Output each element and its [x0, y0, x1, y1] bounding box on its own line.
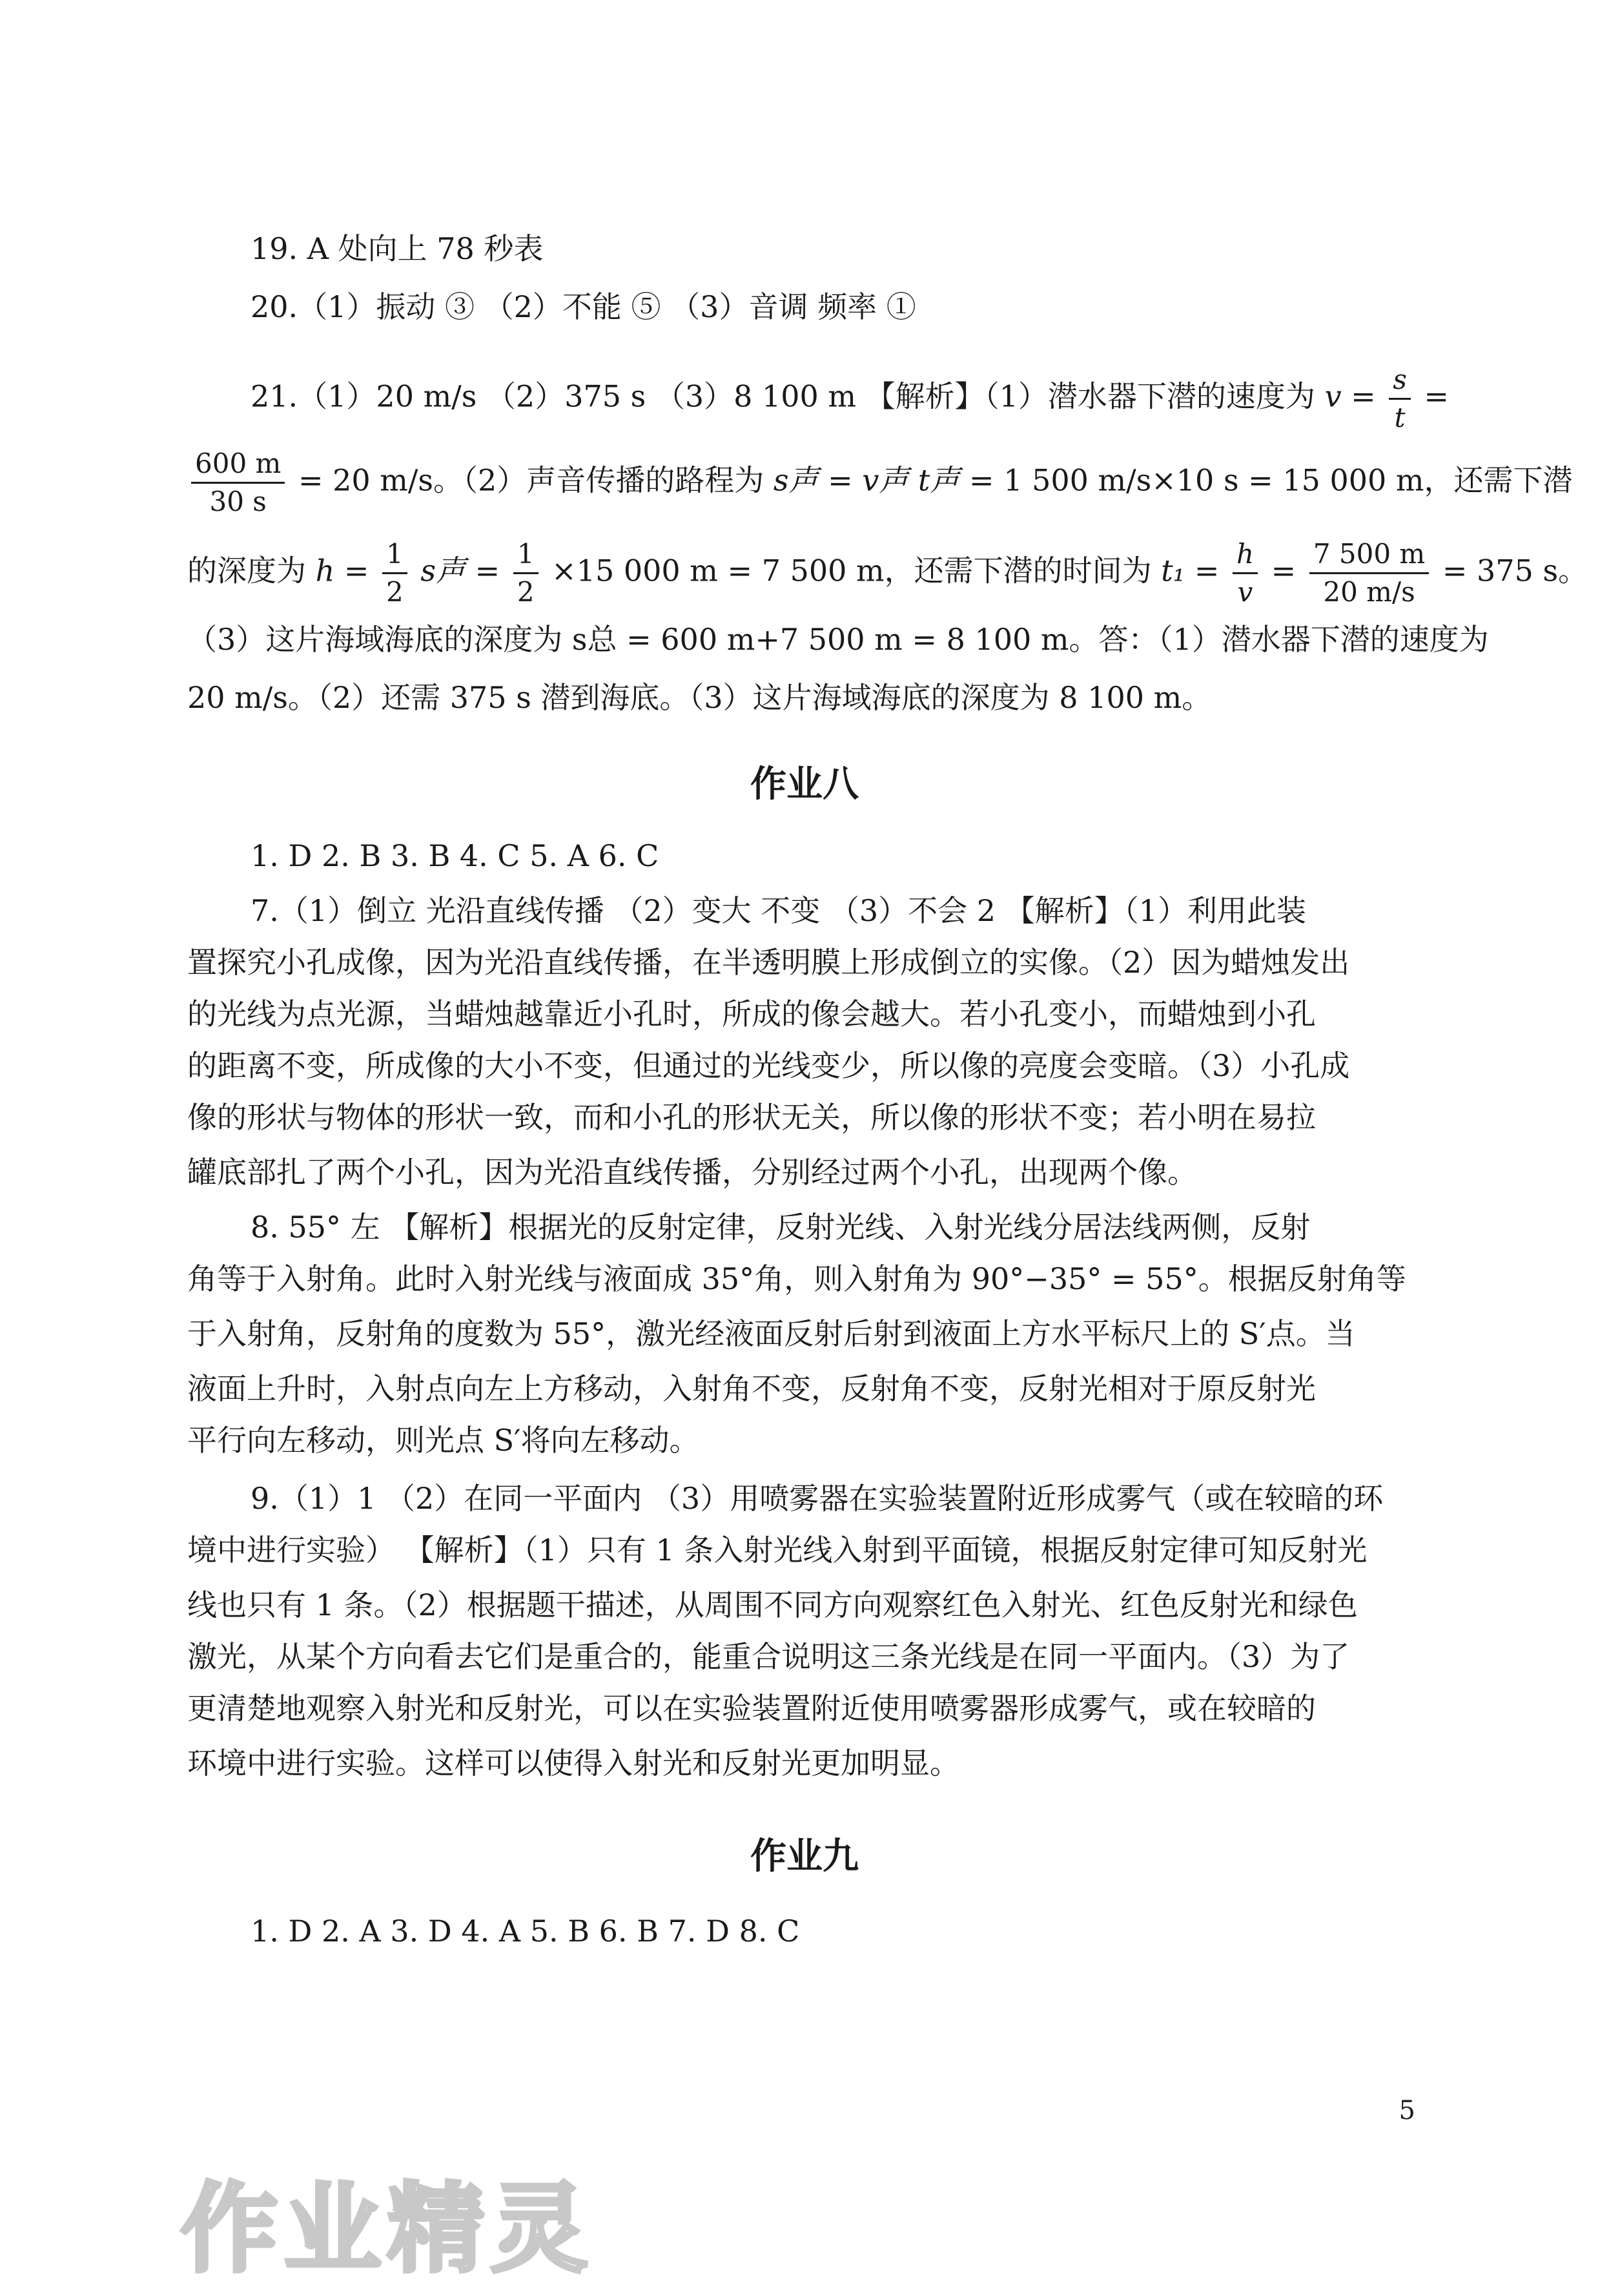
fraction-600-over-30: $\frac{600 m}{30 s}$: [191, 446, 285, 520]
fraction-half-b: $\frac{1}{2}$: [513, 536, 538, 610]
fraction-h-over-v: $\frac{h}{v}$: [1233, 536, 1258, 610]
answer-8-8-line-2: 角等于入射角。此时入射光线与液面成 35°角，则入射角为 90°−35° = 55°。根据反射角等: [187, 1261, 1406, 1296]
answer-8-7-line-1: 7.（1）倒立 光沿直线传播 （2）变大 不变 （3）不会 2 【解析】（1）利用此装: [251, 893, 1306, 928]
section-heading-9: 作业九: [750, 1836, 859, 1877]
answer-8-7-line-3: 的光线为点光源，当蜡烛越靠近小孔时，所成的像会越大。若小孔变小，而蜡烛到小孔: [187, 997, 1316, 1031]
answer-8-7-line-4: 的距离不变，所成像的大小不变，但通过的光线变少，所以像的亮度会变暗。（3）小孔成: [187, 1048, 1350, 1083]
answer-8-8-line-5: 平行向左移动，则光点 S′将向左移动。: [187, 1423, 699, 1458]
fraction-7500-over-20: $\frac{7 500 m}{20 m/s}$: [1309, 536, 1429, 610]
section-heading-8: 作业八: [750, 763, 859, 805]
fraction-s-over-t: $\frac{s}{t}$: [1389, 362, 1411, 436]
answers-9-mc: 1. D 2. A 3. D 4. A 5. B 6. B 7. D 8. C: [251, 1914, 800, 1949]
answer-21-line-2: $\frac{600 m}{30 s}$ = 20 m/s。（2）声音传播的路程为 s声 = v声 t声 = 1 500 m/s×10 s = 15 000 m，还需下潜: [187, 446, 1573, 520]
answers-8-mc: 1. D 2. B 3. B 4. C 5. A 6. C: [251, 838, 659, 873]
answer-8-7-line-6: 罐底部扎了两个小孔，因为光沿直线传播，分别经过两个小孔，出现两个像。: [187, 1155, 1197, 1190]
answer-8-8-line-3: 于入射角，反射角的度数为 55°，激光经液面反射后射到液面上方水平标尺上的 S′点。当: [187, 1316, 1355, 1351]
answer-20: 20.（1）振动 ③ （2）不能 ⑤ （3）音调 频率 ①: [251, 289, 916, 324]
answer-8-8-line-4: 液面上升时，入射点向左上方移动，入射角不变，反射角不变，反射光相对于原反射光: [187, 1371, 1316, 1406]
answer-8-9-line-4: 激光，从某个方向看去它们是重合的，能重合说明这三条光线是在同一平面内。（3）为了: [187, 1639, 1350, 1674]
answer-19: 19. A 处向上 78 秒表: [251, 231, 544, 266]
answer-21-line-4: （3）这片海域海底的深度为 s总 = 600 m+7 500 m = 8 100 m。答：（1）潜水器下潜的速度为: [187, 622, 1489, 657]
watermark-logo: 作业精灵: [181, 2173, 595, 2286]
answer-21-head: 21.（1）20 m/s （2）375 s （3）8 100 m 【解析】（1）潜水器下潜的速度为 v = $\frac{s}{t}$ =: [251, 362, 1449, 436]
answer-8-7-line-5: 像的形状与物体的形状一致，而和小孔的形状无关，所以像的形状不变；若小明在易拉: [187, 1100, 1316, 1135]
answer-21-line-5: 20 m/s。（2）还需 375 s 潜到海底。（3）这片海域海底的深度为 8 100 m。: [187, 680, 1212, 715]
answer-8-9-line-2: 境中进行实验） 【解析】（1）只有 1 条入射光线入射到平面镜，根据反射定律可知反射光: [187, 1533, 1368, 1567]
fraction-half-a: $\frac{1}{2}$: [382, 536, 407, 610]
answer-8-7-line-2: 置探究小孔成像，因为光沿直线传播，在半透明膜上形成倒立的实像。（2）因为蜡烛发出: [187, 945, 1350, 980]
answer-8-9-line-6: 环境中进行实验。这样可以使得入射光和反射光更加明显。: [187, 1746, 959, 1781]
answer-8-8-line-1: 8. 55° 左 【解析】根据光的反射定律，反射光线、入射光线分居法线两侧，反射: [251, 1210, 1311, 1245]
answer-8-9-line-1: 9.（1）1 （2）在同一平面内 （3）用喷雾器在实验装置附近形成雾气（或在较暗的环: [251, 1481, 1384, 1516]
page-number: 5: [1399, 2096, 1415, 2125]
answer-8-9-line-3: 线也只有 1 条。（2）根据题干描述，从周围不同方向观察红色入射光、红色反射光和绿色: [187, 1588, 1358, 1622]
answer-8-9-line-5: 更清楚地观察入射光和反射光，可以在实验装置附近使用喷雾器形成雾气，或在较暗的: [187, 1691, 1316, 1726]
answer-21-line-3: 的深度为 h = $\frac{1}{2}$ s声 = $\frac{1}{2}$ ×15 000 m = 7 500 m，还需下潜的时间为 t₁ = $\frac{h}{v}$ = $\frac{7 500 m}{20 m/s}$ = 375 s。: [187, 536, 1588, 610]
